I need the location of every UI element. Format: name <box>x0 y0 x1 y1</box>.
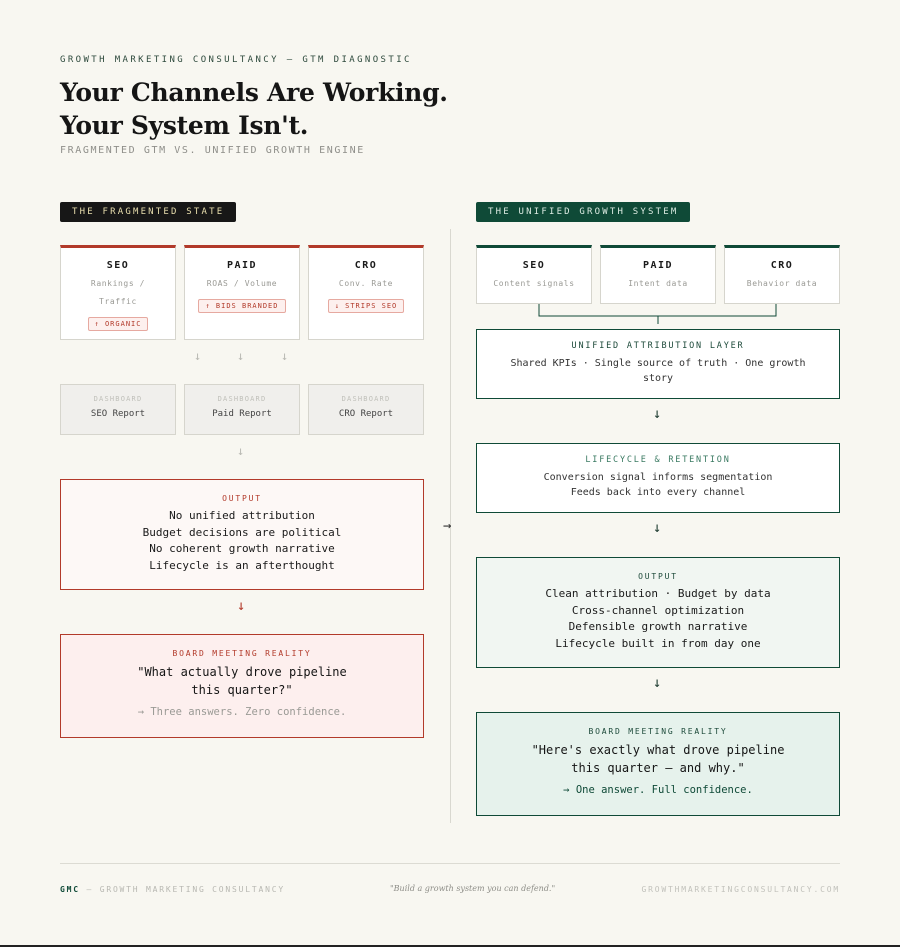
lifecycle-box <box>476 443 840 513</box>
channel-tag: ↓ STRIPS SEO <box>328 299 405 313</box>
arrow-down-icon: ↓ <box>653 406 662 422</box>
attribution-text: Shared KPIs · Single source of truth · One growth story <box>510 358 806 384</box>
output-line: Defensible growth narrative <box>568 620 748 633</box>
footer-rule <box>60 863 840 864</box>
arrow-down-icon: ↓ <box>281 349 289 363</box>
dashboard-paid <box>184 384 300 435</box>
quote-line: this quarter — and why." <box>571 761 745 775</box>
board-quote <box>477 741 839 777</box>
channel-name: PAID <box>226 260 258 271</box>
fragmented-state-pill: THE FRAGMENTED STATE <box>60 202 236 222</box>
uni-channel-seo <box>476 245 592 304</box>
dashboard-label: DASHBOARD <box>93 395 143 403</box>
footer-brand-name: — GROWTH MARKETING CONSULTANCY <box>79 885 285 894</box>
quote-line: "What actually drove pipeline <box>137 665 347 679</box>
channel-name: PAID <box>642 260 674 271</box>
output-line: Lifecycle is an afterthought <box>149 558 335 572</box>
board-tail: → One answer. Full confidence. <box>563 784 753 796</box>
dashboard-name: CRO Report <box>338 409 394 419</box>
dashboard-cro <box>308 384 424 435</box>
lifecycle-line: Feeds back into every channel <box>570 487 746 498</box>
output-line: Budget decisions are political <box>142 525 342 539</box>
unified-system-pill: THE UNIFIED GROWTH SYSTEM <box>476 202 690 222</box>
channel-name: SEO <box>522 260 546 271</box>
channel-name: CRO <box>770 260 794 271</box>
output-line: No coherent growth narrative <box>149 542 335 555</box>
board-tail: → Three answers. Zero confidence. <box>137 706 347 718</box>
eyebrow: GROWTH MARKETING CONSULTANCY — GTM DIAGNOSTIC <box>60 55 412 65</box>
footer-tagline: "Build a growth system you can defend." <box>390 884 556 893</box>
channel-signal: Content signals <box>493 279 575 288</box>
uni-channel-paid <box>600 245 716 304</box>
fragmented-output-box <box>60 479 424 590</box>
box-label: BOARD MEETING REALITY <box>588 727 728 736</box>
channel-metric: Conv. Rate <box>338 279 394 288</box>
frag-channel-paid <box>184 245 300 340</box>
fragmented-board-box <box>60 634 424 738</box>
channel-connector <box>476 303 840 330</box>
channel-metric: ROAS / Volume <box>206 279 278 288</box>
footer-brand-mark: GMC <box>60 885 80 894</box>
box-label: LIFECYCLE & RETENTION <box>585 455 731 465</box>
unified-output-box <box>476 557 840 668</box>
uni-channel-cro <box>724 245 840 304</box>
dashboard-name: SEO Report <box>90 409 146 419</box>
footer-brand <box>60 885 285 894</box>
frag-channel-cro <box>308 245 424 340</box>
output-line: Cross-channel optimization <box>571 603 745 617</box>
transition-arrow: → <box>443 518 452 534</box>
board-quote <box>61 663 423 699</box>
box-label: UNIFIED ATTRIBUTION LAYER <box>571 341 745 351</box>
channel-signal: Behavior data <box>746 279 818 288</box>
box-label: BOARD MEETING REALITY <box>172 649 312 658</box>
box-label: OUTPUT <box>222 494 262 503</box>
dashboard-label: DASHBOARD <box>217 395 267 403</box>
dashboard-label: DASHBOARD <box>341 395 391 403</box>
unified-board-box <box>476 712 840 816</box>
arrow-down-icon: ↓ <box>237 349 245 363</box>
frag-channel-seo <box>60 245 176 340</box>
arrow-down-icon: ↓ <box>653 520 662 536</box>
channel-name: SEO <box>106 260 130 271</box>
arrow-down-icon: ↓ <box>194 349 202 363</box>
channel-signal: Intent data <box>628 279 688 288</box>
quote-line: this quarter?" <box>191 683 293 697</box>
arrow-down-icon: ↓ <box>653 675 662 691</box>
output-line: Lifecycle built in from day one <box>555 636 761 650</box>
attribution-layer-box <box>476 329 840 399</box>
arrow-down-icon: ↓ <box>237 598 246 614</box>
quote-line: "Here's exactly what drove pipeline <box>531 743 785 757</box>
footer-url: GROWTHMARKETINGCONSULTANCY.COM <box>641 885 840 894</box>
arrow-down-icon: ↓ <box>237 444 245 458</box>
box-label: OUTPUT <box>638 572 678 581</box>
output-line: Clean attribution · Budget by data <box>545 587 771 600</box>
title-line-2: Your System Isn't. <box>60 111 309 140</box>
page-subtitle: FRAGMENTED GTM VS. UNIFIED GROWTH ENGINE <box>60 145 365 156</box>
output-line: No unified attribution <box>169 509 315 522</box>
title-line-1: Your Channels Are Working. <box>60 78 448 107</box>
channel-name: CRO <box>354 260 378 271</box>
dashboard-seo <box>60 384 176 435</box>
dashboard-name: Paid Report <box>212 409 272 419</box>
lifecycle-line: Conversion signal informs segmentation <box>543 472 773 483</box>
channel-tag: ↑ BIDS BRANDED <box>198 299 285 313</box>
channel-tag: ↑ ORGANIC <box>88 317 149 331</box>
channel-metric: Rankings / Traffic <box>90 279 146 306</box>
page-title <box>60 76 448 142</box>
